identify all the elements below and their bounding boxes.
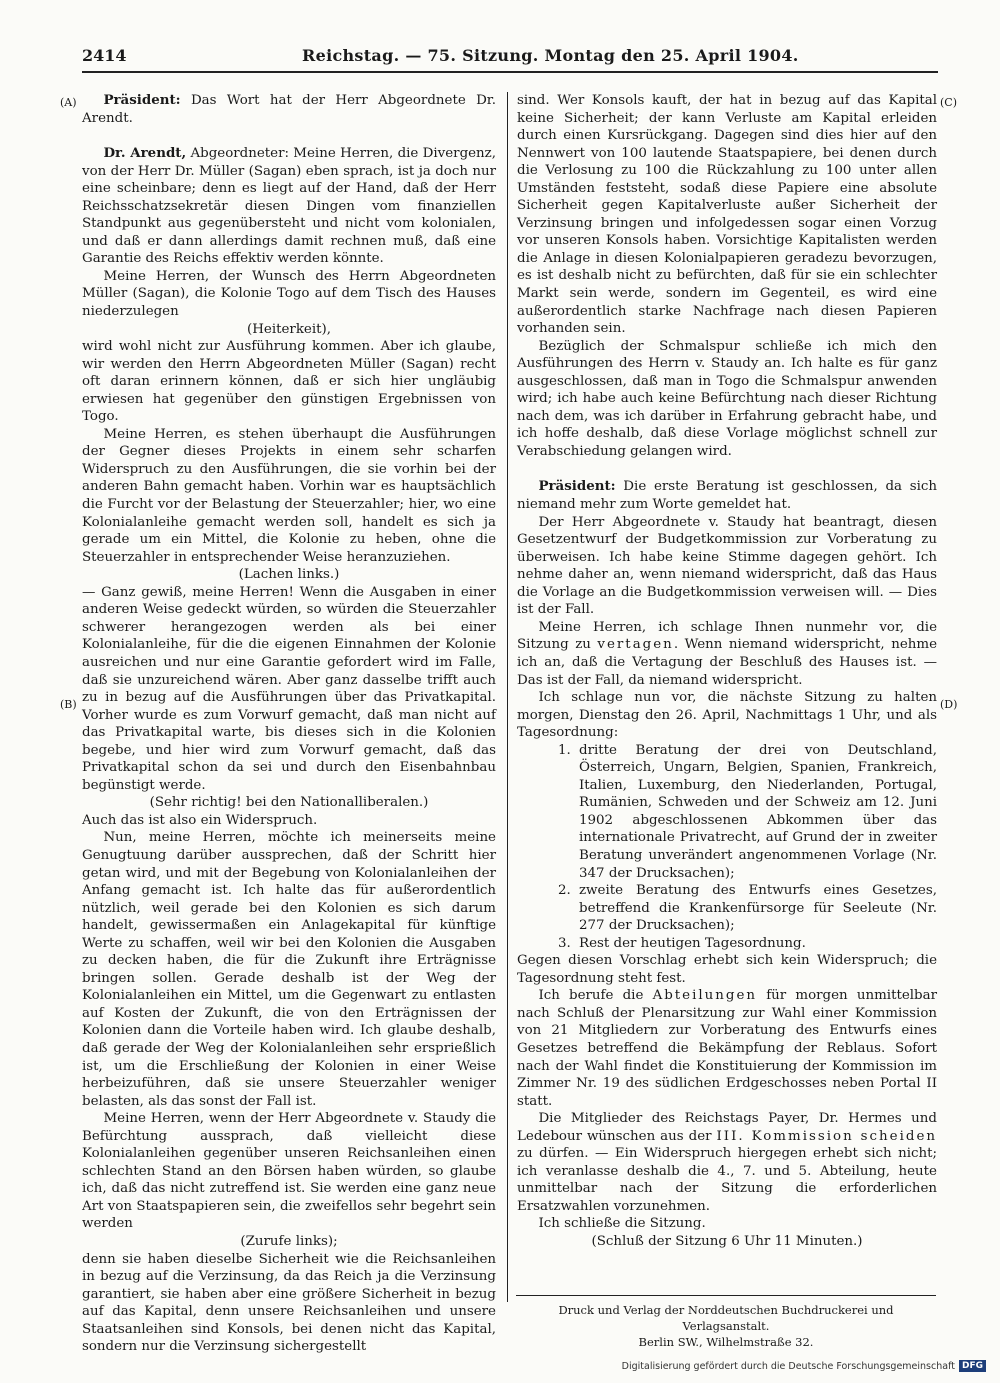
paragraph: Bezüglich der Schmalspur schließe ich mich den Ausführungen des Herrn v. Staudy an. Ich halte es für ganz ausgeschlossen, daß man in Togo die Schmalspur anwenden wird; ich habe auch keine Befürchtung nach dieser Richtung nach dem, was ich darüber in Erfahrung gebracht habe, und ich hoffe deshalb, daß diese Vorlage möglichst schnell zur Verabschiedung gelangen wird. (517, 338, 937, 459)
paragraph (517, 478, 937, 513)
paragraph: Ich schlage nun vor, die nächste Sitzung zu halten morgen, Dienstag den 26. April, Nachmittags 1 Uhr, und als Tagesordnung: (517, 690, 937, 741)
paragraph: Der Herr Abgeordnete v. Staudy hat beantragt, diesen Gesetzentwurf der Budgetkommission zur Vorberatung zu überweisen. Ich habe keine Stimme dagegen gehört. Ich nehme daher an, wenn niemand widerspricht, daß das Haus die Vorlage an die Budgetkommission verweisen will. — Dies ist der Fall. (517, 514, 937, 618)
page-title: Reichstag. — 75. Sitzung. Montag den 25. April 1904. (302, 46, 799, 65)
emphasized-text: vertagen (597, 637, 674, 653)
paragraph (517, 987, 937, 1110)
paragraph-text: . Wenn niemand widerspricht, nehme ich an, daß die Vertagung der Beschluß des Hauses ist. — Das ist der Fall, da niemand widerspricht. (517, 637, 937, 688)
margin-mark-c: (C) (940, 96, 957, 109)
paragraph (82, 145, 496, 268)
paragraph-text: Meine Herren, ich schlage Ihnen nunmehr vor, die Sitzung zu (517, 619, 937, 653)
paragraph: Nun, meine Herren, möchte ich meinerseits meine Genugtuung darüber aussprechen, daß der Schritt hier getan wird, und mit der Begebung von Kolonialanleihen der Anfang gemacht ist. Ich halte das für außerordentlich nützlich, weil gerade bei den Kolonien es sich darum handelt, gewissermaßen ein Anlagekapital für künftige Werte zu schaffen, weil wir bei den Kolonien die Ausgaben zu decken haben, die für die Zukunft ihre Erträgnisse bringen sollen. Gerade deshalb ist der Weg der Kolonialanleihen ein Mittel, um die Gegenwart zu entlasten auf Kosten der Zukunft, die von den Erträgnissen der Kolonien dann die Vorteile haben wird. Ich glaube deshalb, daß gerade der Weg der Kolonialanleihen sehr ersprießlich ist, um die Erschließung der Kolonien in einer Weise herbeizuführen, daß sie unsere Steuerzahler weniger belasten, als das sonst der Fall ist. (82, 830, 496, 1109)
right-column (517, 92, 937, 1251)
paragraph: Ich schließe die Sitzung. (538, 1216, 706, 1232)
imprint-line: Druck und Verlag der Norddeutschen Buchdruckerei und Verlagsanstalt. (558, 1303, 894, 1333)
dfg-logo-icon: DFG (959, 1360, 986, 1372)
paragraph: sind. Wer Konsols kauft, der hat in bezug auf das Kapital keine Sicherheit; der kann Verluste am Kapital erleiden durch einen Kursrückgang. Dagegen sind dies hier auf den Nennwert von 100 lautende Staatspapiere, bei denen durch die Verlosung zu 100 die Rückzahlung zu 100 unter allen Umständen feststeht, sodaß diese Papiere eine absolute Sicherheit gegen Kapitalverluste außer Sicherheit der Verzinsung bringen und infolgedessen sogar einen Vorzug vor unseren Konsols haben. Vorsichtige Kapitalisten werden die Anlage in diesen Kolonialpapieren geradezu bevorzugen, es ist deshalb nicht zu befürchten, daß für sie ein schlechter Markt sein werde, sondern im Gegenteil, es wird eine außerordentlich starke Nachfrage nach diesen Papieren vorhanden sein. (517, 93, 937, 337)
page-header (82, 44, 938, 68)
imprint (516, 1302, 936, 1350)
agenda-item: 1. dritte Beratung der drei von Deutschland, Österreich, Ungarn, Belgien, Spanien, Frankreich, Italien, Luxemburg, den Niederlanden, Portugal, Rumänien, Schweden und der Schweiz am 12. Juni 1902 abgeschlossenen Abkommen über das internationale Privatrecht, auf Grund der in zweiter Beratung unverändert angenommenen Vorlage (Nr. 347 der Drucksachen); (575, 742, 937, 882)
paragraph: wird wohl nicht zur Ausführung kommen. Aber ich glaube, wir werden den Herrn Abgeordneten Müller (Sagan) recht oft daran erinnern können, daß er sich hier ungläubig erwiesen hat gegenüber den günstigen Ergebnissen von Togo. (82, 339, 496, 425)
paragraph-text: Die erste Beratung ist geschlossen, da sich niemand mehr zum Worte gemeldet hat. (517, 479, 937, 513)
paragraph: denn sie haben dieselbe Sicherheit wie die Reichsanleihen in bezug auf die Verzinsung, da das Reich ja die Verzinsung garantiert, sie haben aber eine größere Sicherheit in bezug auf das Kapital, denn unsere Reichsanleihen und unsere Staatsanleihen sind Konsols, bei denen nicht das Kapital, sondern nur die Verzinsung sichergestellt (82, 1251, 496, 1355)
digitization-note (622, 1360, 986, 1372)
speaker-label: Präsident: (538, 478, 616, 495)
margin-mark-b: (B) (60, 698, 77, 711)
paragraph: Meine Herren, wenn der Herr Abgeordnete v. Staudy die Befürchtung aussprach, daß vielleicht diese Kolonialanleihen gegenüber unseren Reichsanleihen einen schlechten Stand an den Börsen haben würden, so glaube ich, daß das nicht zutreffend ist. Sie werden eine ganz neue Art von Staatspapieren sein, die zweifellos sehr begehrt sein werden (82, 1111, 496, 1232)
closing-note: (Schluß der Sitzung 6 Uhr 11 Minuten.) (591, 1234, 863, 1249)
left-column (82, 92, 496, 1356)
column-divider (507, 92, 508, 1302)
paragraph: Meine Herren, der Wunsch des Herrn Abgeordneten Müller (Sagan), die Kolonie Togo auf dem Tisch des Hauses niederzulegen (82, 268, 496, 320)
speaker-label: Dr. Arendt, (103, 145, 187, 162)
imprint-line: Berlin SW., Wilhelmstraße 32. (638, 1335, 814, 1349)
agenda-item: 2. zweite Beratung des Entwurfs eines Gesetzes, betreffend die Krankenfürsorge für Seeleute (Nr. 277 der Drucksachen); (575, 882, 937, 935)
paragraph: Auch das ist also ein Widerspruch. (82, 812, 318, 828)
paragraph: Gegen diesen Vorschlag erhebt sich kein Widerspruch; die Tagesordnung steht fest. (517, 953, 937, 986)
paragraph (517, 619, 937, 689)
interjection: (Sehr richtig! bei den Nationalliberalen.) (149, 795, 429, 811)
interjection: (Heiterkeit), (247, 321, 331, 337)
paragraph (82, 92, 496, 127)
agenda-item: 3. Rest der heutigen Tagesordnung. (575, 935, 937, 953)
margin-mark-d: (D) (940, 698, 958, 711)
paragraph-text: Ich berufe die (538, 988, 653, 1004)
agenda-list (517, 742, 937, 953)
emphasized-text: III. Kommission scheiden (716, 1128, 937, 1144)
paragraph: — Ganz gewiß, meine Herren! Wenn die Ausgaben in einer anderen Weise gedeckt würden, so würden die Steuerzahler schwerer herangezogen werden als bei einer Kolonialanleihe, für die die eigenen Einnahmen der Kolonie ausreichen und nur eine Garantie gefordert wird im Falle, daß sie unzureichend wären. Aber ganz dasselbe trifft auch zu in bezug auf die Ausführungen über das Privatkapital. Vorher wurde es zum Vorwurf gemacht, daß man nicht auf das Privatkapital warte, bis dieses sich in die Kolonien begebe, und hier wird zum Vorwurf gemacht, daß das Privatkapital schon da sei und durch den Eisenbahnbau begünstigt werde. (82, 584, 496, 793)
interjection: (Lachen links.) (238, 567, 340, 583)
header-rule (82, 71, 938, 73)
paragraph-text: Die Mitglieder des Reichstags Payer, Dr. Hermes und Ledebour wünschen aus der (517, 1111, 937, 1144)
emphasized-text: Abteilungen (652, 988, 758, 1004)
interjection: (Zurufe links); (240, 1234, 338, 1249)
speaker-label: Präsident: (103, 92, 181, 108)
paragraph: Meine Herren, es stehen überhaupt die Ausführungen der Gegner dieses Projekts in einem sehr scharfen Widerspruch zu den Ausführungen, die sie vorhin bei der anderen Bahn gemacht haben. Vorhin war es hauptsächlich die Furcht vor der Belastung der Steuerzahler; hier, wo eine Kolonialanleihe gemacht werden soll, handelt es sich ja gerade um ein Mittel, die Kolonie zu heben, ohne die Steuerzahler in entsprechender Weise heranzuziehen. (82, 426, 496, 565)
margin-mark-a: (A) (60, 96, 77, 109)
page-number: 2414 (82, 46, 127, 65)
paragraph-text: für morgen unmittelbar nach Schluß der Plenarsitzung zur Wahl einer Kommission von 21 Mitgliedern zur Vorberatung des Entwurfs eines Gesetzes betreffend die Bekämpfung der Reblaus. Sofort nach der Wahl findet die Konstituierung der Kommission im Zimmer Nr. 19 des südlichen Erdgeschosses neben Portal II statt. (517, 988, 937, 1109)
paragraph-text: Abgeordneter: Meine Herren, die Divergenz, von der Herr Dr. Müller (Sagan) eben sprach, ist ja doch nur eine scheinbare; denn es liegt auf der Hand, daß der Herr Reichsschatzsekretär diesen Dingen vom finanziellen Standpunkt aus gegenübersteht und nicht vom kolonialen, und daß er dann allerdings damit rechnen muß, daß eine Garantie des Reichs effektiv werden könnte. (82, 146, 496, 267)
imprint-rule (516, 1295, 936, 1296)
paragraph-text: Das Wort hat der Herr Abgeordnete Dr. Arendt. (82, 93, 496, 126)
digitization-text: Digitalisierung gefördert durch die Deutsche Forschungsgemeinschaft (621, 1360, 955, 1372)
paragraph-text: zu dürfen. — Ein Widerspruch hiergegen erhebt sich nicht; ich veranlasse deshalb die 4., 7. und 5. Abteilung, heute unmittelbar nach der Sitzung die erforderlichen Ersatzwahlen vorzunehmen. (517, 1146, 937, 1214)
paragraph (517, 1110, 937, 1215)
